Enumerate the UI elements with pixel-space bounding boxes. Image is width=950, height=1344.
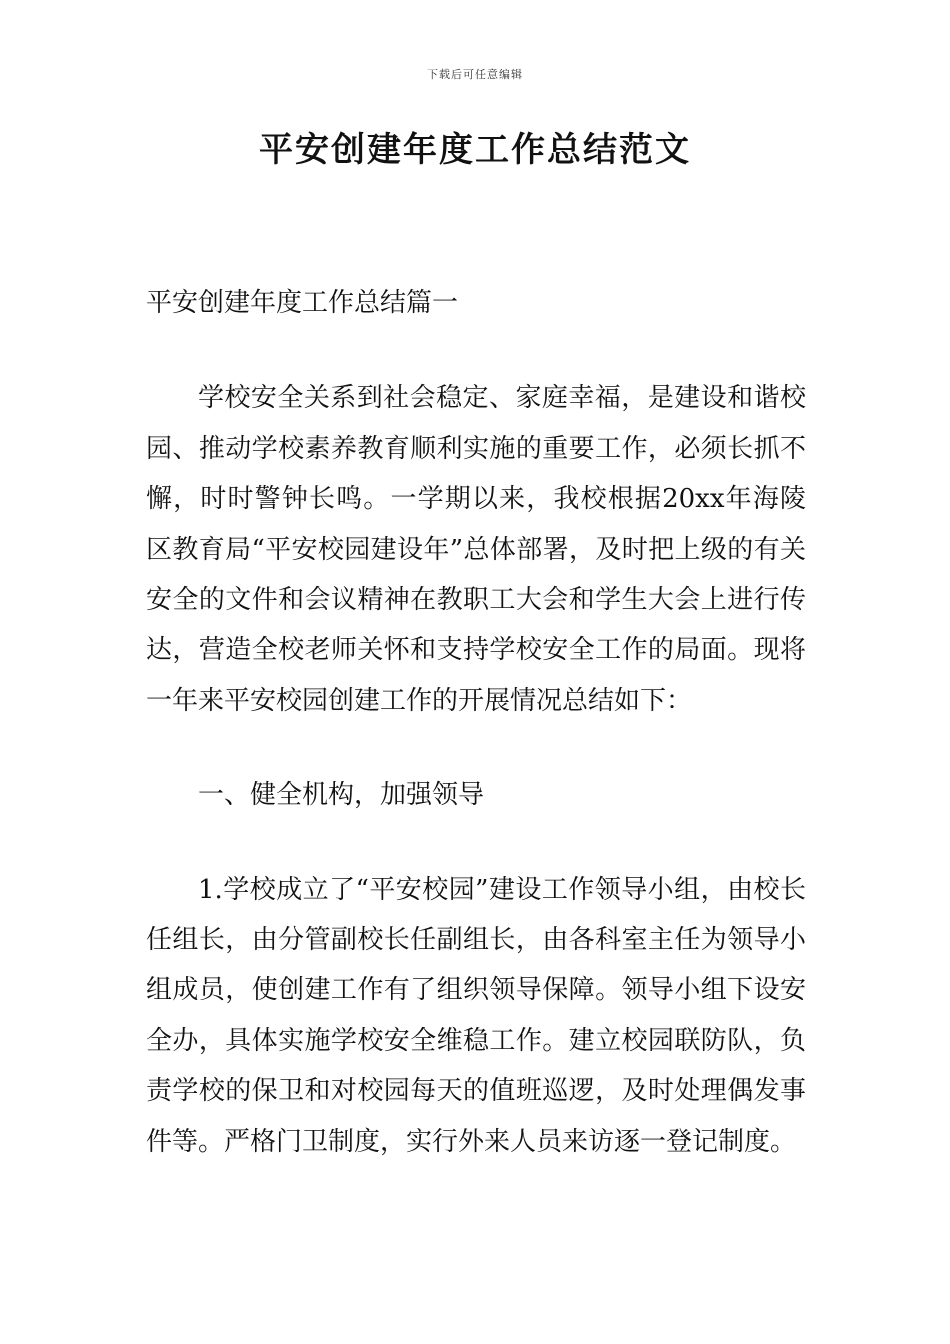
document-title: 平安创建年度工作总结范文 [259, 130, 691, 170]
document-body [146, 278, 806, 1167]
section-title: 平安创建年度工作总结篇一 [146, 288, 459, 318]
subheading-organization: 一、健全机构，加强领导 [198, 780, 485, 811]
paragraph-intro: 学校安全关系到社会稳定、家庭幸福，是建设和谐校园、推动学校素养教育顺利实施的重要工作，必须长抓不懈，时时警钟长鸣。一学期以来，我校根据20xx年海陵区教育局“平安校园建设年”总体部署，及时把上级的有关安全的文件和会议精神在教职工大会和学生大会上进行传达，营造全校老师关怀和支持学校安全工作的局面。现将一年来平安校园创建工作的开展情况总结如下： [146, 383, 806, 716]
header-note: 下载后可任意编辑 [427, 68, 523, 81]
paragraph-organization: 1.学校成立了“平安校园”建设工作领导小组，由校长任组长，由分管副校长任副组长，由各科室主任为领导小组成员，使创建工作有了组织领导保障。领导小组下设安全办，具体实施学校安全维稳工作。建立校园联防队，负责学校的保卫和对校园每天的值班巡逻，及时处理偶发事件等。严格门卫制度，实行外来人员来访逐一登记制度。 [146, 874, 806, 1157]
